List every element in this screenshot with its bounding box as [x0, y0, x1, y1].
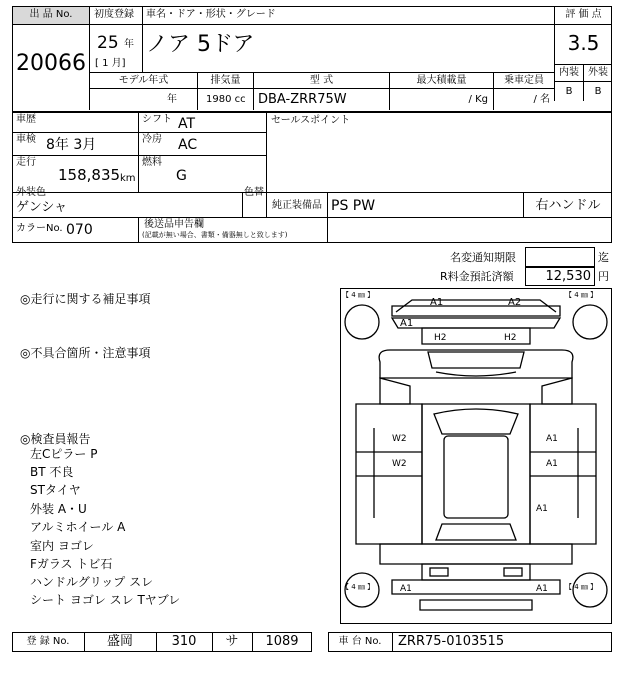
- left-side-panel: [356, 404, 422, 544]
- mileage-label: 走行: [16, 157, 36, 168]
- hood-front: [392, 318, 560, 328]
- displacement-label: 排気量: [210, 75, 241, 86]
- color-no-label: カラーNo.: [16, 223, 63, 234]
- driving-notes-title: ◎走行に関する補足事項: [20, 292, 151, 306]
- equipment-value: PS PW: [331, 198, 376, 214]
- first-reg-month: [ 1 月]: [95, 58, 126, 69]
- first-reg-year: 25: [97, 33, 119, 53]
- model-year-unit: 年: [167, 94, 177, 105]
- mileage-unit: km: [120, 173, 136, 184]
- mark-front-bumper-left: A1: [430, 297, 444, 308]
- capacity-value: / 名: [533, 94, 550, 105]
- handle-value: 右ハンドル: [535, 198, 601, 213]
- mark-headlight-right: H2: [504, 333, 517, 343]
- mark-hood-front: A1: [400, 318, 414, 329]
- chassis-number: ZRR75-0103515: [398, 634, 505, 649]
- fuel-label: 燃料: [142, 157, 162, 168]
- inspector-item: 左Cピラー P: [30, 447, 98, 461]
- tire-label-fl: 【 4 ㎜ 】: [342, 291, 375, 299]
- car-name-label: 車名・ドア・形状・グレード: [146, 9, 276, 20]
- color-change-label: 色替: [244, 187, 264, 198]
- mark-right-front-door: A1: [546, 434, 558, 444]
- max-load-label: 最大積載量: [416, 75, 467, 86]
- tire-front-left: [345, 305, 379, 339]
- name-change-unit: 迄: [598, 251, 609, 264]
- inspector-report-title: ◎検査員報告: [20, 432, 91, 446]
- aircon-label: 冷房: [142, 134, 162, 145]
- equipment-label: 純正装備品: [272, 200, 322, 211]
- car-damage-diagram: [340, 288, 612, 624]
- tire-front-right: [573, 305, 607, 339]
- name-change-label: 名変通知期限: [450, 251, 516, 264]
- post-report-label: 後送品申告欄: [144, 219, 204, 230]
- defects-notes-title: ◎不具合箇所・注意事項: [20, 346, 151, 360]
- recycle-amount: 12,530: [545, 269, 591, 284]
- capacity-label: 乗車定員: [504, 75, 544, 86]
- post-report-note: (記載が無い場合、書類・備器無しと致します): [142, 231, 288, 239]
- type-value: DBA-ZRR75W: [258, 92, 347, 107]
- inspector-item: シート ヨゴレ スレ Tヤブレ: [30, 593, 181, 607]
- front-roof: [379, 350, 573, 378]
- inspector-item: 室内 ヨゴレ: [30, 539, 94, 553]
- recycle-label: R料金預託済額: [440, 270, 514, 283]
- inspection-label: 車検: [16, 134, 36, 145]
- tire-label-fr: 【 4 ㎜ 】: [565, 291, 598, 299]
- exterior-color-label: 外装色: [16, 187, 46, 198]
- inspection-value: 8年 3月: [46, 137, 97, 153]
- score-label: 評 価 点: [565, 9, 602, 20]
- exterior-label: 外装: [588, 67, 608, 78]
- color-no-value: 070: [66, 222, 93, 238]
- exterior-color-value: ゲンシャ: [16, 200, 68, 215]
- shift-value: AT: [178, 116, 196, 132]
- mark-left-front-door: W2: [392, 434, 407, 444]
- mark-rear-bumper-left: A1: [400, 584, 412, 594]
- interior-grade: B: [565, 86, 573, 97]
- reg-kana: サ: [225, 634, 239, 649]
- car-name: ノア 5ドア: [146, 32, 255, 57]
- inspector-item: ハンドルグリップ スレ: [30, 575, 154, 589]
- reg-area: 盛岡: [106, 634, 133, 649]
- fuel-value: G: [176, 168, 187, 184]
- lot-label: 出 品 No.: [29, 9, 73, 20]
- chassis-label: 車 台 No.: [338, 636, 382, 647]
- inspector-item: BT 不良: [30, 465, 74, 479]
- score-value: 3.5: [567, 31, 600, 55]
- first-reg-label: 初度登録: [94, 9, 134, 20]
- exterior-grade: B: [594, 86, 602, 97]
- mark-headlight-left: H2: [434, 333, 447, 343]
- mark-right-rear-door: A1: [546, 459, 558, 469]
- mark-right-rear-fender: A1: [536, 504, 548, 514]
- aircon-value: AC: [178, 137, 198, 153]
- reg-class: 310: [171, 634, 197, 649]
- rear-panel: [380, 544, 572, 564]
- inspector-item: Fガラス トビ石: [30, 557, 113, 571]
- sales-point-label: セールスポイント: [271, 115, 351, 126]
- max-load-value: / Kg: [468, 94, 488, 105]
- model-year-label: モデル年式: [118, 75, 169, 86]
- right-side-panel: [530, 404, 596, 544]
- type-label: 型 式: [309, 75, 334, 86]
- mark-front-bumper-right: A2: [508, 297, 522, 308]
- rear-bumper: [392, 580, 560, 594]
- mark-left-rear-door: W2: [392, 459, 407, 469]
- name-change-value-box: [525, 247, 595, 267]
- front-bumper: [392, 306, 560, 316]
- interior-label: 内装: [559, 67, 579, 78]
- lot-number: 20066: [16, 51, 86, 76]
- displacement-value: 1980 cc: [206, 94, 246, 105]
- recycle-unit: 円: [598, 270, 609, 283]
- tail-lights: [422, 564, 530, 580]
- tire-label-rr: 【 4 ㎜ 】: [565, 583, 598, 591]
- reg-number: 1089: [265, 634, 299, 649]
- reg-no-label: 登 録 No.: [26, 636, 70, 647]
- shift-label: シフト: [142, 114, 172, 125]
- mark-rear-bumper-right: A1: [536, 584, 548, 594]
- inspector-item: アルミホイール A: [30, 520, 126, 534]
- tire-label-rl: 【 4 ㎜ 】: [342, 583, 375, 591]
- history-label: 車歴: [16, 114, 36, 125]
- inspector-item: 外装 A・U: [30, 502, 87, 516]
- inspector-item: STタイヤ: [30, 483, 81, 497]
- first-reg-year-unit: 年: [124, 39, 134, 50]
- mileage-value: 158,835: [58, 166, 121, 184]
